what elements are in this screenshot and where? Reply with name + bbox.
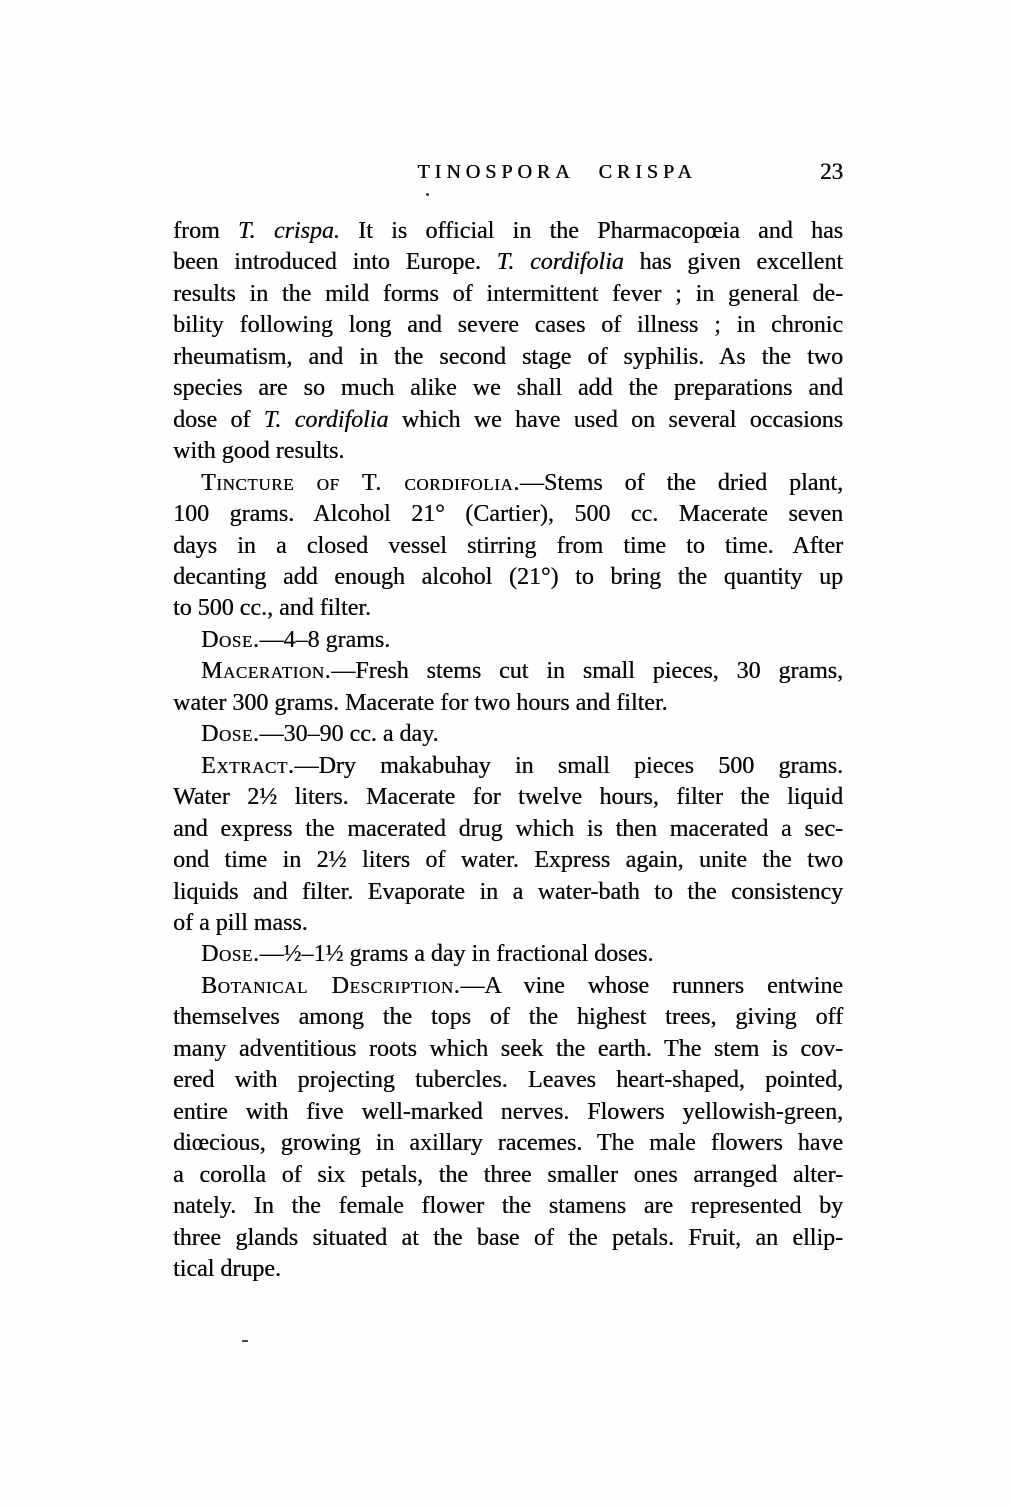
text-line bbox=[173, 971, 843, 1002]
text-segment: —Fresh stems cut in small pieces, 30 grams, bbox=[331, 658, 843, 685]
text-segment: nately. In the female flower the stamens are represented by bbox=[173, 1193, 843, 1220]
text-line bbox=[173, 1128, 843, 1159]
text-line bbox=[173, 625, 843, 656]
text-segment: Tincture of T. cordifolia. bbox=[201, 469, 520, 496]
page-body bbox=[173, 216, 843, 1285]
text-line bbox=[173, 656, 843, 687]
text-segment: ond time in 2½ liters of water. Express again, unite the two bbox=[173, 847, 843, 874]
text-line bbox=[173, 1160, 843, 1191]
text-segment: days in a closed vessel stirring from time to time. After bbox=[173, 532, 843, 559]
text-segment: Maceration. bbox=[201, 658, 332, 685]
text-segment: results in the mild forms of intermittent fever ; in general de- bbox=[173, 280, 843, 307]
text-segment: rheumatism, and in the second stage of syphilis. As the two bbox=[173, 343, 843, 370]
paragraph bbox=[173, 468, 843, 625]
text-segment: of a pill mass. bbox=[173, 909, 308, 936]
paragraph bbox=[173, 751, 843, 940]
text-segment: has given excellent bbox=[623, 249, 843, 276]
text-line bbox=[173, 373, 843, 404]
running-header-title: TINOSPORA CRISPA bbox=[417, 161, 697, 183]
text-segment: ered with projecting tubercles. Leaves heart-shaped, pointed, bbox=[173, 1067, 843, 1094]
text-segment: three glands situated at the base of the petals. Fruit, an ellip- bbox=[173, 1224, 843, 1251]
text-segment: dose of bbox=[173, 406, 264, 433]
text-segment: tical drupe. bbox=[173, 1255, 281, 1282]
text-segment: —30–90 cc. a day. bbox=[259, 721, 439, 748]
text-segment: with good results. bbox=[173, 438, 345, 465]
text-segment: water 300 grams. Macerate for two hours and filter. bbox=[173, 689, 668, 716]
paragraph bbox=[173, 971, 843, 1286]
text-line bbox=[173, 877, 843, 908]
scan-speck bbox=[426, 193, 429, 196]
text-line bbox=[173, 531, 843, 562]
text-segment: It is official in the Pharmacopœia and has bbox=[339, 218, 843, 244]
text-line bbox=[173, 342, 843, 373]
text-segment: 100 grams. Alcohol 21° (Cartier), 500 cc. Macerate seven bbox=[173, 501, 843, 528]
text-segment: Dose. bbox=[201, 941, 260, 968]
text-line bbox=[173, 908, 843, 939]
text-segment: species are so much alike we shall add the preparations and bbox=[173, 375, 843, 402]
text-segment: decanting add enough alcohol (21°) to bring the quantity up bbox=[173, 563, 843, 590]
text-segment: —½–1½ grams a day in fractional doses. bbox=[259, 941, 654, 968]
text-segment: Water 2½ liters. Macerate for twelve hours, filter the liquid bbox=[173, 784, 843, 811]
text-line bbox=[173, 247, 843, 278]
text-line bbox=[173, 405, 843, 436]
text-line bbox=[173, 1034, 843, 1065]
text-line bbox=[173, 845, 843, 876]
text-line bbox=[173, 688, 843, 719]
text-segment: many adventitious roots which seek the earth. The stem is cov- bbox=[173, 1035, 843, 1062]
text-line bbox=[173, 751, 843, 782]
text-line bbox=[173, 1191, 843, 1222]
paragraph bbox=[173, 656, 843, 719]
text-line bbox=[173, 216, 843, 247]
text-segment: been introduced into Europe. bbox=[173, 249, 497, 276]
text-line bbox=[173, 499, 843, 530]
text-segment: a corolla of six petals, the three smaller ones arranged alter- bbox=[173, 1161, 843, 1188]
text-line bbox=[173, 593, 843, 624]
text-line bbox=[173, 1002, 843, 1033]
text-segment: Botanical Description. bbox=[201, 972, 461, 999]
text-segment: —4–8 grams. bbox=[259, 626, 391, 653]
text-segment: T. cordifolia bbox=[496, 249, 624, 276]
text-segment: —Dry makabuhay in small pieces 500 grams. bbox=[294, 752, 843, 779]
text-segment: Dose. bbox=[201, 721, 260, 748]
text-segment: T. cordifolia bbox=[263, 406, 389, 433]
text-line bbox=[173, 562, 843, 593]
paragraph bbox=[173, 216, 843, 468]
text-line bbox=[173, 782, 843, 813]
text-line bbox=[173, 1097, 843, 1128]
text-segment: which we have used on several occasions bbox=[388, 406, 843, 433]
text-segment: Dose. bbox=[201, 626, 260, 653]
text-line bbox=[173, 814, 843, 845]
text-segment: —A vine whose runners entwine bbox=[460, 972, 843, 999]
paragraph bbox=[173, 939, 843, 970]
text-line bbox=[173, 719, 843, 750]
text-line bbox=[173, 1223, 843, 1254]
text-segment: from bbox=[173, 218, 238, 244]
text-segment: to 500 cc., and filter. bbox=[173, 595, 371, 622]
scan-speck bbox=[242, 1340, 248, 1342]
text-line bbox=[173, 468, 843, 499]
text-segment: Extract. bbox=[201, 752, 295, 779]
text-line bbox=[173, 279, 843, 310]
text-segment: —Stems of the dried plant, bbox=[519, 469, 843, 496]
text-segment: diœcious, growing in axillary racemes. The male flowers have bbox=[173, 1130, 843, 1157]
text-segment: bility following long and severe cases of illness ; in chronic bbox=[173, 312, 843, 339]
text-line bbox=[173, 1065, 843, 1096]
text-line bbox=[173, 310, 843, 341]
text-segment: and express the macerated drug which is then macerated a sec- bbox=[173, 815, 843, 842]
text-segment: entire with five well-marked nerves. Flowers yellowish-green, bbox=[173, 1098, 843, 1125]
text-segment: liquids and filter. Evaporate in a water-bath to the consistency bbox=[173, 878, 843, 905]
running-header bbox=[173, 158, 843, 194]
text-line bbox=[173, 939, 843, 970]
text-line bbox=[173, 436, 843, 467]
page-number: 23 bbox=[820, 159, 843, 184]
text-line bbox=[173, 1254, 843, 1285]
text-segment: T. crispa. bbox=[237, 218, 340, 244]
paragraph bbox=[173, 719, 843, 750]
text-segment: themselves among the tops of the highest trees, giving off bbox=[173, 1004, 843, 1031]
paragraph bbox=[173, 625, 843, 656]
